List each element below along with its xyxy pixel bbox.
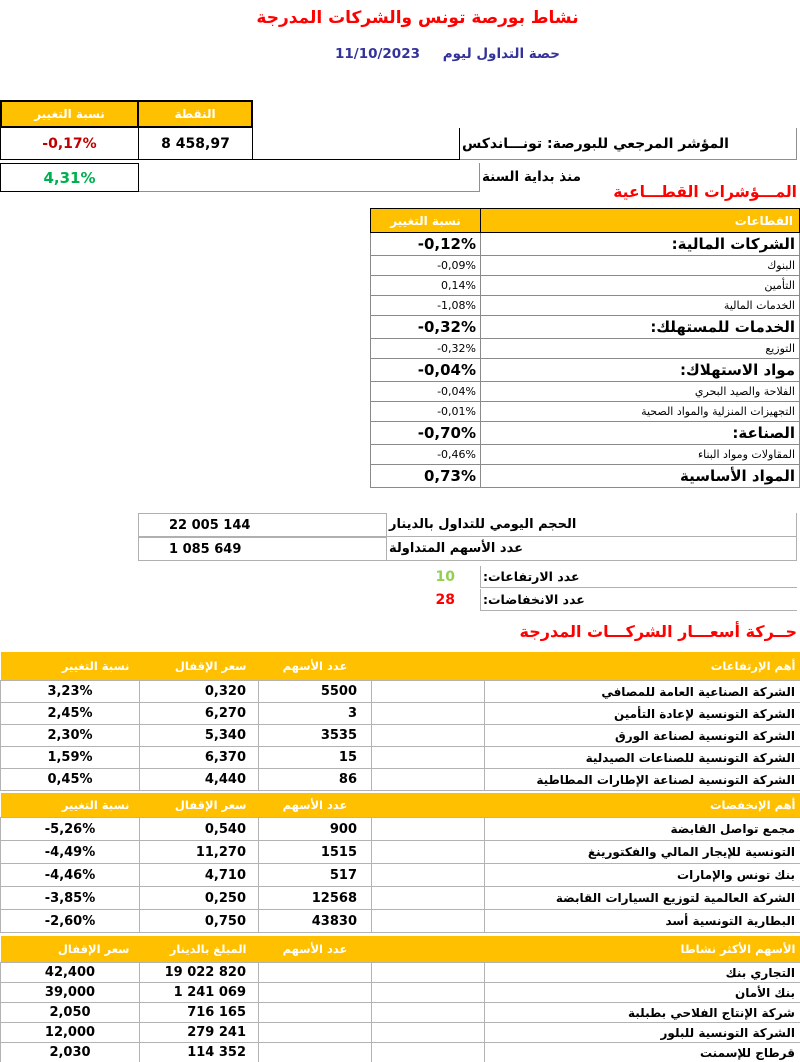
- empty-cell: [372, 841, 485, 864]
- close-cell: 5,340: [140, 725, 259, 747]
- traded-shares-value: 1 085 649: [138, 537, 387, 561]
- amount-cell: 114 352: [140, 1043, 259, 1062]
- decliner-row: [1, 910, 800, 933]
- close-cell: 6,370: [140, 747, 259, 769]
- decliners-header-row: [1, 793, 800, 818]
- sector-row: [371, 359, 800, 382]
- sector-header-row: [371, 209, 800, 233]
- company-name: بنك تونس والإمارات: [485, 864, 800, 887]
- empty-cell: [372, 703, 485, 725]
- company-name: الشركة التونسية لصناعة الورق: [485, 725, 800, 747]
- amount-cell: 1 241 069: [140, 983, 259, 1003]
- sector-row: [371, 465, 800, 488]
- company-name: مجمع تواصل القابضة: [485, 818, 800, 841]
- most-active-header-row: [1, 936, 800, 963]
- decliner-row: [1, 864, 800, 887]
- company-name: الشركة التونسية لصناعة الإطارات المطاطية: [485, 769, 800, 791]
- empty-cell: [372, 1043, 485, 1062]
- sector-row: [371, 422, 800, 445]
- decliner-row: [1, 841, 800, 864]
- empty-cell: [372, 681, 485, 703]
- sector-row: [371, 296, 800, 316]
- sector-change: -0,04%: [371, 382, 481, 402]
- change-cell: -5,26%: [1, 818, 140, 841]
- empty-header: [372, 936, 485, 963]
- shares-cell: [259, 1003, 372, 1023]
- sector-label: الخدمات المالية: [481, 296, 800, 316]
- gainers-title: أهم الإرتفاعات: [485, 652, 800, 681]
- sector-change: 0,14%: [371, 276, 481, 296]
- session-date-line: [335, 46, 560, 62]
- gainers-header-row: [1, 652, 800, 681]
- most-active-table: [0, 936, 800, 1062]
- company-name: شركة الإنتاج الفلاحي بطبلبة: [485, 1003, 800, 1023]
- sector-label: الصناعة:: [481, 422, 800, 445]
- sector-change-header: نسبة التغيير: [371, 209, 481, 233]
- sector-row: [371, 316, 800, 339]
- change-cell: 1,59%: [1, 747, 140, 769]
- sector-label: التأمين: [481, 276, 800, 296]
- sector-change: -0,01%: [371, 402, 481, 422]
- decliners-label: عدد الانخفاضات:: [480, 589, 797, 611]
- amount-cell: 716 165: [140, 1003, 259, 1023]
- close-cell: 4,440: [140, 769, 259, 791]
- index-row: [0, 128, 460, 160]
- empty-cell: [372, 983, 485, 1003]
- volume-label: الحجم اليومي للتداول بالدينار: [387, 513, 797, 537]
- change-cell: 3,23%: [1, 681, 140, 703]
- change-cell: -4,49%: [1, 841, 140, 864]
- shares-cell: 3535: [259, 725, 372, 747]
- sector-label: التوزيع: [481, 339, 800, 359]
- sector-row: [371, 233, 800, 256]
- close-cell: 11,270: [140, 841, 259, 864]
- traded-shares-label: عدد الأسهم المتداولة: [387, 537, 797, 561]
- sector-row: [371, 256, 800, 276]
- sector-change: 0,73%: [371, 465, 481, 488]
- sector-row: [371, 276, 800, 296]
- sector-label: المواد الأساسية: [481, 465, 800, 488]
- shares-cell: 86: [259, 769, 372, 791]
- sector-change: -0,32%: [371, 339, 481, 359]
- shares-cell: [259, 963, 372, 983]
- company-name: الشركة التونسية للصناعات الصيدلية: [485, 747, 800, 769]
- shares-cell: 517: [259, 864, 372, 887]
- close-cell: 0,540: [140, 818, 259, 841]
- index-change-value: -0,17%: [0, 128, 139, 160]
- amount-header: المبلغ بالدينار: [140, 936, 259, 963]
- empty-cell: [372, 747, 485, 769]
- sector-change: -0,46%: [371, 445, 481, 465]
- sector-table: [370, 208, 800, 488]
- most-active-title: الأسهم الأكثر نشاطا: [485, 936, 800, 963]
- shares-cell: 12568: [259, 887, 372, 910]
- active-row: [1, 1043, 800, 1062]
- gainers-table: [0, 652, 800, 791]
- sector-row: [371, 339, 800, 359]
- close-cell: 6,270: [140, 703, 259, 725]
- shares-header: عدد الأسهم: [259, 936, 372, 963]
- shares-cell: 15: [259, 747, 372, 769]
- change-cell: 2,30%: [1, 725, 140, 747]
- company-name: التونسية للإيجار المالي والفكتورينغ: [485, 841, 800, 864]
- close-cell: 2,030: [1, 1043, 140, 1062]
- shares-cell: [259, 1023, 372, 1043]
- change-cell: -3,85%: [1, 887, 140, 910]
- company-name: الشركة الصناعية العامة للمصافي: [485, 681, 800, 703]
- shares-cell: 3: [259, 703, 372, 725]
- amount-cell: 19 022 820: [140, 963, 259, 983]
- sector-label: التجهيزات المنزلية والمواد الصحية: [481, 402, 800, 422]
- volume-value: 22 005 144: [138, 513, 387, 537]
- sector-section-heading: المـــؤشرات القطـــاعية: [613, 183, 797, 201]
- sector-change: -0,09%: [371, 256, 481, 276]
- gainer-row: [1, 769, 800, 791]
- close-cell: 0,320: [140, 681, 259, 703]
- active-row: [1, 1023, 800, 1043]
- sector-label: الخدمات للمستهلك:: [481, 316, 800, 339]
- company-name: الشركة التونسية للبلور: [485, 1023, 800, 1043]
- shares-cell: 43830: [259, 910, 372, 933]
- close-header: سعر الإقفال: [1, 936, 140, 963]
- gainer-row: [1, 725, 800, 747]
- active-row: [1, 983, 800, 1003]
- close-cell: 12,000: [1, 1023, 140, 1043]
- empty-cell: [372, 887, 485, 910]
- shares-cell: 5500: [259, 681, 372, 703]
- sector-label: مواد الاستهلاك:: [481, 359, 800, 382]
- gainer-row: [1, 703, 800, 725]
- company-name: الشركة التونسية لإعادة التأمين: [485, 703, 800, 725]
- index-row-label: المؤشر المرجعي للبورصة: تونـــاندكس: [460, 128, 797, 160]
- sector-row: [371, 402, 800, 422]
- sector-name-header: القطاعات: [481, 209, 800, 233]
- movements-heading: حــركة أسعـــار الشركـــات المدرجة: [519, 622, 797, 641]
- shares-cell: 1515: [259, 841, 372, 864]
- decliners-count: 28: [435, 592, 455, 608]
- empty-cell: [253, 128, 460, 160]
- change-cell: 0,45%: [1, 769, 140, 791]
- sector-change: -0,04%: [371, 359, 481, 382]
- decliners-title: أهم الإنخفضات: [485, 793, 800, 818]
- close-cell: 4,710: [140, 864, 259, 887]
- sector-label: الفلاحة والصيد البحري: [481, 382, 800, 402]
- empty-cell: [372, 818, 485, 841]
- shares-cell: 900: [259, 818, 372, 841]
- advancers-label: عدد الارتفاعات:: [480, 566, 797, 588]
- company-name: قرطاج للإسمنت: [485, 1043, 800, 1062]
- ytd-change-value: 4,31%: [0, 163, 139, 192]
- close-cell: 0,250: [140, 887, 259, 910]
- sector-change: -0,32%: [371, 316, 481, 339]
- sector-change: -0,12%: [371, 233, 481, 256]
- close-cell: 39,000: [1, 983, 140, 1003]
- active-row: [1, 963, 800, 983]
- close-cell: 2,050: [1, 1003, 140, 1023]
- shares-header: عدد الأسهم: [259, 793, 372, 818]
- company-name: الشركة العالمية لتوزيع السيارات القابضة: [485, 887, 800, 910]
- change-cell: -2,60%: [1, 910, 140, 933]
- sector-label: البنوك: [481, 256, 800, 276]
- sector-change: -1,08%: [371, 296, 481, 316]
- shares-cell: [259, 983, 372, 1003]
- decliner-row: [1, 818, 800, 841]
- sector-label: الشركات المالية:: [481, 233, 800, 256]
- shares-header: عدد الأسهم: [259, 652, 372, 681]
- empty-cell: [372, 963, 485, 983]
- empty-cell: [372, 864, 485, 887]
- active-row: [1, 1003, 800, 1023]
- empty-cell: [372, 1003, 485, 1023]
- change-header: نسبة التغيير: [1, 793, 140, 818]
- close-cell: 42,400: [1, 963, 140, 983]
- empty-header: [372, 652, 485, 681]
- gainer-row: [1, 747, 800, 769]
- page-title: نشاط بورصة تونس والشركات المدرجة: [256, 8, 579, 28]
- sector-label: المقاولات ومواد البناء: [481, 445, 800, 465]
- company-name: بنك الأمان: [485, 983, 800, 1003]
- session-date-label: حصة التداول ليوم: [442, 46, 560, 62]
- amount-cell: 279 241: [140, 1023, 259, 1043]
- close-header: سعر الإقفال: [140, 652, 259, 681]
- session-date-value: 11/10/2023: [334, 46, 420, 62]
- ytd-row-label: منذ بداية السنة: [482, 169, 581, 185]
- decliners-table: [0, 793, 800, 933]
- advancers-count: 10: [435, 569, 455, 585]
- shares-cell: [259, 1043, 372, 1062]
- gainer-row: [1, 681, 800, 703]
- sector-row: [371, 382, 800, 402]
- change-header: نسبة التغيير: [1, 652, 140, 681]
- company-name: البطارية التونسية أسد: [485, 910, 800, 933]
- empty-cell: [372, 769, 485, 791]
- empty-cell: [372, 725, 485, 747]
- index-points-value: 8 458,97: [139, 128, 253, 160]
- sector-change: -0,70%: [371, 422, 481, 445]
- index-table-header: [0, 100, 253, 128]
- sector-row: [371, 445, 800, 465]
- empty-cell: [372, 1023, 485, 1043]
- close-header: سعر الإقفال: [140, 793, 259, 818]
- change-cell: -4,46%: [1, 864, 140, 887]
- empty-cell: [372, 910, 485, 933]
- change-cell: 2,45%: [1, 703, 140, 725]
- index-points-header: النقطة: [174, 107, 216, 121]
- empty-header: [372, 793, 485, 818]
- close-cell: 0,750: [140, 910, 259, 933]
- company-name: التجاري بنك: [485, 963, 800, 983]
- decliner-row: [1, 887, 800, 910]
- index-change-header: نسبة التغيير: [2, 102, 139, 126]
